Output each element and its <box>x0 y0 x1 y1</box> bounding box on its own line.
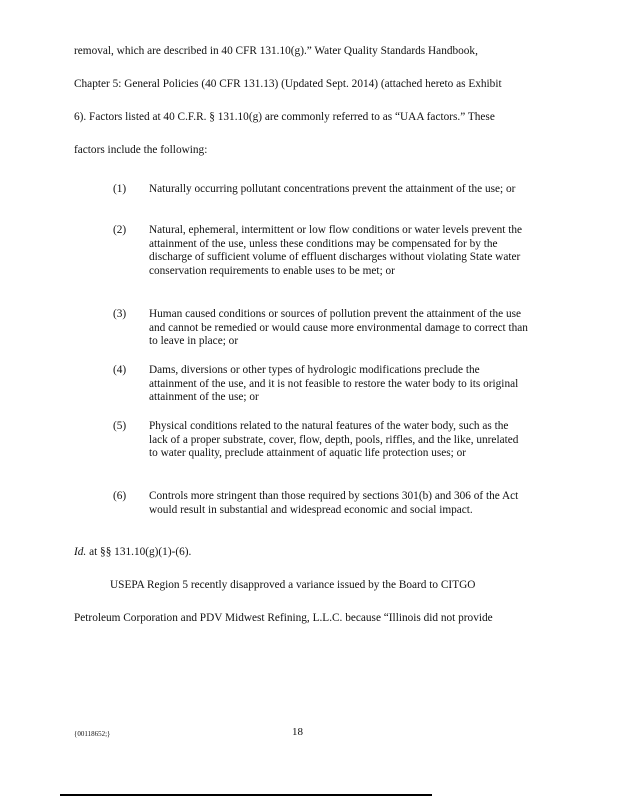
paragraph-line: USEPA Region 5 recently disapproved a variance issued by the Board to CITGO <box>110 579 476 591</box>
item-number: (1) <box>113 183 127 195</box>
item-text: Human caused conditions or sources of pollution prevent the attainment of the use and cannot be remedied or would cause more environmental damage to correct than to leave in place; or <box>149 308 528 348</box>
document-id: {00118652;} <box>74 730 111 738</box>
paragraph-line: Chapter 5: General Policies (40 CFR 131.13) (Updated Sept. 2014) (attached hereto as Exhibit <box>74 78 502 90</box>
item-number: (5) <box>113 420 127 432</box>
item-number: (3) <box>113 308 127 320</box>
page-number: 18 <box>292 726 303 738</box>
item-text: Naturally occurring pollutant concentrations prevent the attainment of the use; or <box>149 183 516 195</box>
item-number: (4) <box>113 364 127 376</box>
citation: Id. at §§ 131.10(g)(1)-(6). <box>74 546 192 558</box>
paragraph-line: removal, which are described in 40 CFR 131.10(g).” Water Quality Standards Handbook, <box>74 45 478 57</box>
item-text: Dams, diversions or other types of hydrologic modifications preclude the attainment of the use, and it is not feasible to restore the water body to its original attainment of the use; or <box>149 364 519 404</box>
paragraph-line: 6). Factors listed at 40 C.F.R. § 131.10(g) are commonly referred to as “UAA factors.” These <box>74 111 495 123</box>
paragraph-line: Petroleum Corporation and PDV Midwest Refining, L.L.C. because “Illinois did not provide <box>74 612 493 624</box>
item-text: Physical conditions related to the natural features of the water body, such as the lack of a proper substrate, cover, flow, depth, pools, riffles, and the like, unrelated to water quality, preclude attainment of aquatic life protection uses; or <box>149 420 519 460</box>
item-number: (2) <box>113 224 127 236</box>
paragraph-line: factors include the following: <box>74 144 208 156</box>
item-number: (6) <box>113 490 127 502</box>
bottom-rule <box>60 794 432 796</box>
item-text: Natural, ephemeral, intermittent or low flow conditions or water levels prevent the attainment of the use, unless these conditions may be compensated for by the discharge of sufficient volume of effluent discharges without violating State water conservation requirements to enable uses to be met; or <box>149 224 522 277</box>
item-text: Controls more stringent than those required by sections 301(b) and 306 of the Act would result in substantial and widespread economic and social impact. <box>149 490 519 516</box>
